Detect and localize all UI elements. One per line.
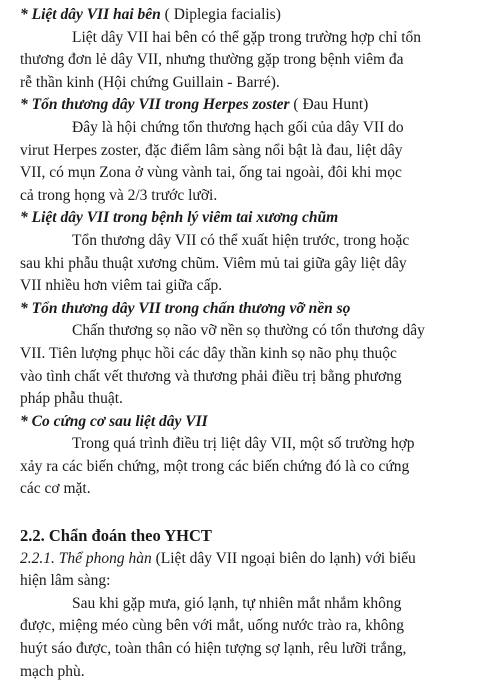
bullet-marker: * [20,412,28,430]
body-line: thương đơn lẻ dây VII, nhưng thường gặp trong bệnh viêm đa [20,51,404,69]
bullet-marker: * [20,209,28,227]
heading-herpes-zoster [20,94,488,117]
subsection-title-rest: (Liệt dây VII ngoại biên do lạnh) với biểu [151,549,416,567]
body-line: VII. Tiên lượng phục hồi các dây thần kinh sọ não phụ thuộc [20,344,397,362]
subsection-heading-2-2-1 [20,548,488,571]
subsection-number: 2.2.1. [20,549,55,567]
body-line: rễ thần kinh (Hội chứng Guillain - Barré). [20,73,280,91]
bullet-marker: * [20,299,28,317]
body-line: VII nhiều hơn viêm tai giữa cấp. [20,277,223,295]
body-line: Chấn thương sọ não vỡ nền sọ thường có tổn thương dây [72,322,425,340]
body-line: mạch phù. [20,662,85,680]
body-line: VII, có mụn Zona ở vùng vành tai, ống tai ngoài, đôi khi mọc [20,164,402,182]
body-line: vào tình chất vết thương và thương phải điều trị bằng phương [20,367,402,385]
body-line: được, miệng méo cùng bên với mắt, uống nước trào ra, không [20,617,405,635]
bullet-marker: * [20,96,28,114]
body-line: huýt sáo được, toàn thân có hiện tượng sợ lạnh, rêu lưỡi trắng, [20,640,407,658]
body-line: Sau khi gặp mưa, gió lạnh, tự nhiên mắt nhắm không [72,594,402,612]
body-line: Đây là hội chứng tổn thương hạch gối của dây VII do [72,118,404,136]
body-line: xảy ra các biến chứng, một trong các biến chứng đó là co cứng [20,457,410,475]
heading-contracture [20,411,488,434]
body-line: pháp phẫu thuật. [20,390,123,408]
heading-text: Liệt dây VII trong bệnh lý viêm tai xương chũm [31,209,339,227]
heading-text: Liệt dây VII hai bên [31,6,161,23]
heading-diplegia [20,4,488,27]
body-line: virut Herpes zoster, đặc điểm lâm sàng nổi bật là đau, liệt dây [20,141,403,159]
body-line: cả trong họng và 2/3 trước lưỡi. [20,186,218,204]
body-line: các cơ mặt. [20,480,91,498]
section-heading-2-2: 2.2. Chẩn đoán theo YHCT [20,526,212,546]
body-line: sau khi phẫu thuật xương chũm. Viêm mủ tai giữa gây liệt dây [20,254,407,272]
body-line: Trong quá trình điều trị liệt dây VII, một số trường hợp [72,435,415,453]
section-spacer [20,501,488,525]
heading-note: ( Đau Hunt) [293,96,369,114]
body-line: Tổn thương dây VII có thể xuất hiện trước, trong hoặc [72,231,410,249]
subsection-title-continued: hiện lâm sàng: [20,572,111,590]
heading-skull-base-fracture [20,298,488,321]
heading-text: Co cứng cơ sau liệt dây VII [31,412,208,430]
bullet-marker: * [20,6,28,23]
heading-mastoiditis [20,207,488,230]
body-line: Liệt dây VII hai bên có thể gặp trong trường hợp chỉ tổn [72,28,422,46]
heading-note: ( Diplegia facialis) [164,6,281,23]
subsection-title: Thể phong hàn [58,549,152,567]
heading-text: Tổn thương dây VII trong chấn thương vỡ nền sọ [31,299,351,317]
heading-text: Tổn thương dây VII trong Herpes zoster [31,96,290,114]
